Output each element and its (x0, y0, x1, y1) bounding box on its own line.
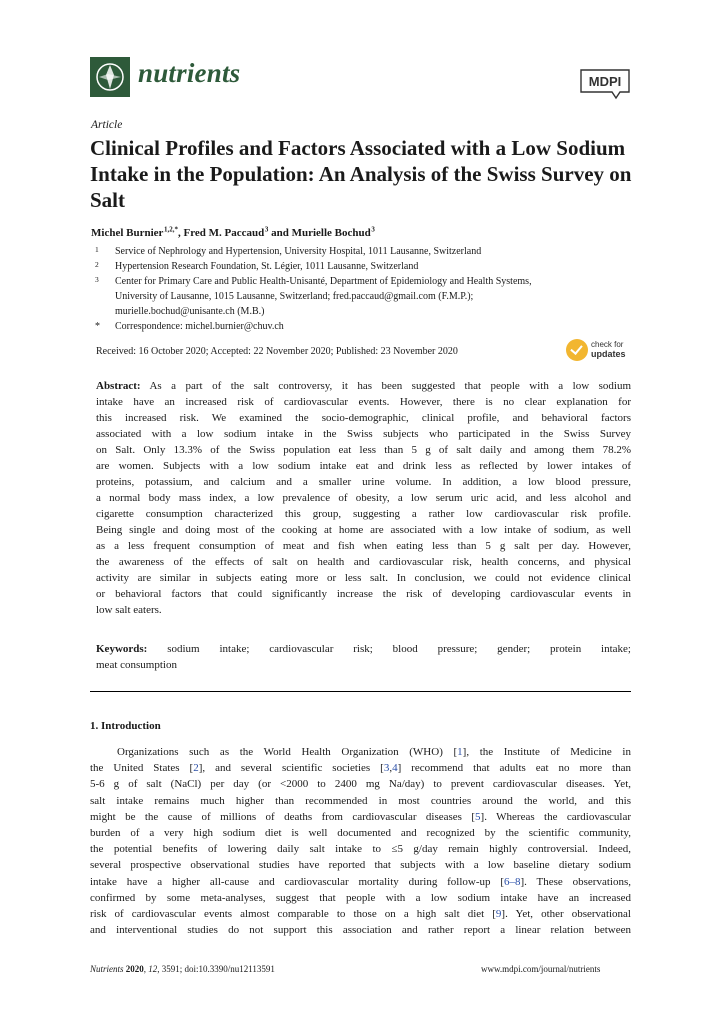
abstract-line: activity are similar in subjects eating more or less salt. In conclusion, we could not evidence clinical (96, 572, 631, 584)
body-text: and interventional studies do not support this association and rather report a linear relation between (90, 924, 631, 937)
abstract-line: low salt eaters. (96, 604, 162, 616)
body-text-line (90, 825, 631, 841)
abstract-line: Abstract: As a part of the salt controversy, it has been suggested that people with a low sodium (96, 380, 631, 392)
body-text: 5-6 g of salt (NaCl) per day (or <2000 to 2400 mg Na/day) to prevent cardiovascular diseases. Yet, (90, 778, 631, 791)
author-affiliation-sup: 1,2,* (164, 225, 178, 234)
body-text: might be the cause of millions of deaths from cardiovascular diseases [ (90, 810, 476, 823)
body-text: several prospective observational studies have reported that subjects with a low baseline dietary sodium (90, 859, 631, 872)
citation-link[interactable]: 1 (457, 746, 463, 758)
article-title: Clinical Profiles and Factors Associated with a Low Sodium Intake in the Population: An Analysis of the Swiss Survey on Salt (90, 136, 632, 212)
affiliation-number: 1 (95, 245, 99, 254)
body-text: ]. Yet, other observational (501, 908, 631, 920)
citation-link[interactable]: 2 (193, 762, 199, 775)
abstract-line: the awareness of the effects of salt on health and cardiovascular risk, health concerns, and physical (96, 556, 631, 568)
body-text: the United States [ (90, 762, 194, 775)
abstract-line: as a less frequent consumption of meat and fish when eating less than 5 g salt per day. However, (96, 540, 631, 552)
check-updates-label: check for (591, 340, 624, 349)
author-name: Murielle Bochud (291, 227, 371, 239)
author-name: Michel Burnier (91, 227, 164, 239)
author-list (91, 227, 375, 239)
correspondence-marker: * (95, 321, 100, 332)
body-text-line (90, 857, 631, 873)
author-separator: , (178, 227, 184, 239)
section-divider (90, 691, 631, 692)
check-updates-label: updates (591, 349, 626, 359)
publisher-logo-icon (578, 64, 632, 100)
abstract-line: cigarette consumption characterized this group, suggesting a rather low cardiovascular risk profile. (96, 508, 631, 520)
body-text: salt intake remains much higher than recommended in most countries around the world, and this (90, 794, 631, 807)
keywords-label: Keywords: (96, 643, 148, 655)
abstract-line: intake have an increased risk of cardiovascular events. However, there is no clear explanation for (96, 396, 631, 408)
footer-journal-url[interactable]: www.mdpi.com/journal/nutrients (481, 964, 601, 974)
citation-link[interactable]: 4 (392, 762, 398, 775)
body-text: the potential benefits of lowering daily salt intake to ≤5 g/day remain highly controversial. Indeed, (90, 843, 631, 856)
body-text: confirmed by some meta-analyses, suggest that people with a low sodium intake have an increased (90, 891, 631, 904)
affiliation-text: Center for Primary Care and Public Health-Unisanté, Department of Epidemiology and Health Systems, (115, 276, 532, 287)
journal-logo-icon (90, 57, 130, 97)
author-name: Fred M. Paccaud (183, 227, 265, 239)
body-text: Organizations such as the World Health Organization (WHO) [ (117, 746, 458, 758)
publisher-name: MDPI (588, 74, 622, 89)
body-text-line (90, 809, 631, 825)
abstract-line: are women. Subjects with a low sodium intake eat and drink less as reflected by lower intakes of (96, 460, 631, 472)
check-for-updates-button[interactable] (566, 339, 636, 365)
body-text: burden of a very high sodium diet is well documented and recognized by the scientific community, (90, 827, 631, 839)
body-text-line (90, 744, 631, 760)
citation-link[interactable]: 6–8 (504, 875, 521, 888)
correspondence-text: Correspondence: michel.burnier@chuv.ch (115, 321, 284, 332)
affiliation-text: University of Lausanne, 1015 Lausanne, Switzerland; fred.paccaud@gmail.com (F.M.P.); (115, 291, 474, 302)
abstract-line: on Salt. Only 13.3% of the Swiss population eat less than 5 g of salt daily and among them 78.2% (96, 444, 631, 456)
body-text-line (90, 874, 631, 890)
affiliation-text: murielle.bochud@unisante.ch (M.B.) (115, 306, 265, 317)
affiliation-number: 3 (95, 275, 99, 284)
citation-link[interactable]: 3 (383, 762, 390, 775)
keywords-line: Keywords: sodium intake; cardiovascular risk; blood pressure; gender; protein intake; (96, 643, 631, 655)
abstract-line: Being single and doing most of the cooking at home are associated with a low intake of sodium, as well (96, 524, 631, 536)
body-text: ]. Whereas the cardiovascular (480, 810, 631, 823)
checkmark-icon (566, 339, 588, 361)
article-type: Article (91, 119, 123, 131)
affiliation-number: 2 (95, 260, 99, 269)
abstract-label: Abstract: (96, 380, 141, 392)
citation-link[interactable]: 5 (475, 810, 481, 823)
journal-name: nutrients (138, 58, 241, 88)
body-text: ]. These observations, (520, 875, 631, 888)
author-separator: and (268, 227, 292, 239)
abstract-line: proteins, potassium, and calcium and a smaller urine volume. In addition, a low blood pressure, (96, 476, 631, 488)
body-text: ], and several scientific societies [ (198, 762, 384, 775)
abstract-line: associated with a low sodium intake in the Swiss subjects who participated in the Swiss Survey (96, 428, 631, 440)
body-text-line (90, 760, 631, 776)
publication-dates: Received: 16 October 2020; Accepted: 22 November 2020; Published: 23 November 2020 (96, 346, 458, 357)
author-affiliation-sup: 3 (264, 225, 269, 234)
body-text-line (90, 890, 631, 906)
keywords-line: meat consumption (96, 659, 177, 671)
body-text: ], the Institute of Medicine in (462, 746, 631, 758)
body-text: intake have a higher all-cause and cardiovascular mortality during follow-up [ (90, 875, 505, 888)
affiliation-text: Service of Nephrology and Hypertension, University Hospital, 1011 Lausanne, Switzerland (115, 246, 482, 257)
abstract-line: this increased risk. We examined the socio-demographic, clinical profile, and behavioral factors (96, 412, 631, 424)
body-text-line (90, 841, 631, 857)
body-text: risk of cardiovascular events almost comparable to those on a high salt diet [ (90, 908, 496, 920)
author-affiliation-sup: 3 (371, 225, 375, 234)
abstract-line: or behavioral factors that could significantly increase the risk of developing cardiovascular events in (96, 588, 631, 600)
body-text-line (90, 776, 631, 792)
footer-citation: Nutrients 2020, 12, 3591; doi:10.3390/nu12113591 (90, 964, 275, 974)
body-text-line (90, 922, 631, 938)
body-text: ] recommend that adults eat no more than (397, 762, 631, 775)
body-text: , (389, 762, 393, 775)
section-heading: 1. Introduction (90, 720, 161, 732)
body-text-line (90, 793, 631, 809)
body-text-line (90, 906, 631, 922)
abstract-line: a normal body mass index, a low prevalence of obesity, a low serum uric acid, and less alcohol and (96, 492, 631, 504)
citation-link[interactable]: 9 (495, 908, 502, 920)
affiliation-text: Hypertension Research Foundation, St. Légier, 1011 Lausanne, Switzerland (115, 261, 419, 272)
